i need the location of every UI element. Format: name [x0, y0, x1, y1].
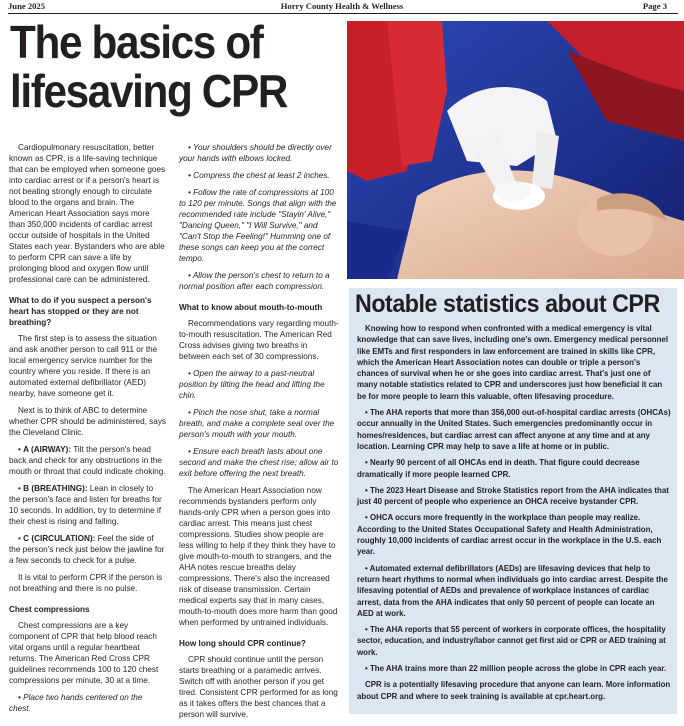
bullet-return-text: Allow the person's chest to return to a normal position after each compression. — [179, 271, 330, 291]
headline-line-2: lifesaving CPR — [10, 65, 288, 117]
bullet-rate: • Follow the rate of compressions at 100 to 120 per minute. Songs that align with the recommended rate include "Stayin' Alive," "Dancing Queen," "I Will Survive," and "Can't Stop the Feeling!" Humming one of these songs can keep you at the correct tempo. — [179, 188, 337, 263]
statistic-3-text: The 2023 Heart Disease and Stroke Statistics report from the AHA indicates that just 40 percent of people who experience an OHCA receive bystander CPR. — [357, 485, 669, 507]
bullet-breath: • Ensure each breath lasts about one second and make the chest rise; allow air to exit before offering the next breath. — [179, 447, 339, 478]
bullet-pinch: • Pinch the nose shut, take a normal breath, and make a complete seal over the person's mouth with your mouth. — [179, 408, 335, 439]
publication-title: Horry County Health & Wellness — [280, 1, 404, 11]
compressions-paragraph: Chest compressions are a key component of CPR that help blood reach vital organs until a regular heartbeat returns. The American Red Cross CPR guidelines recommends 100 to 120 chest compressions per minute, 30 at a time. — [9, 621, 159, 685]
bullet-return: • Allow the person's chest to return to a normal position after each compression. — [179, 271, 330, 291]
duration-paragraph: CPR should continue until the person starts breathing or a paramedic arrives. Switch off with another person if you get tired. Consistent CPR performed for as long as it takes offers the best chances that a person will survive. — [179, 655, 338, 719]
header-rule — [8, 13, 678, 14]
statistic-item: • The AHA reports that more than 356,000 out-of-hospital cardiac arrests (OHCAs) occur annually in the United States. Such emergencies predominantly occur in homes/residences, but cardiac arrest can affect anyone at any time and at any location. Learning CPR may help to save a life at home or in public. — [357, 408, 671, 451]
statistics-intro: Knowing how to respond when confronted with a medical emergency is vital knowledge that can save lives, including one's own. Emergency medical personnel like EMTs and first responders in law enforcement are trained in skills like CPR, which the American Heart Association notes can double or triple a person's chances of survival when he or she goes into cardiac arrest. That's just one of many notable statistics related to CPR and underscores just how beneficial it can be for more people to learn this valuable, often lifesaving procedure. — [357, 324, 669, 401]
abc-airway-text: Tilt the person's head back and check for any obstructions in the mouth or throat that could indicate choking. — [9, 445, 166, 476]
statistic-2-text: Nearly 90 percent of all OHCAs end in death. That figure could decrease dramatically if more people learned CPR. — [357, 458, 640, 479]
bullet-compress: • Compress the chest at least 2 inches. — [188, 171, 330, 180]
cpr-photo-illustration — [347, 21, 684, 279]
suspect-paragraph-2: Next is to think of ABC to determine whether CPR should be administered, says the Cleveland Clinic. — [9, 406, 167, 437]
statistic-6-text: The AHA reports that 55 percent of workers in corporate offices, the hospitality sector, education, and industry/labor cannot get first aid or CPR or AED training at work. — [357, 625, 666, 657]
statistics-closing: CPR is a potentially lifesaving procedure that anyone can learn. More information about CPR and where to seek training is available at cpr.heart.org. — [357, 680, 671, 701]
statistic-item: • The AHA trains more than 22 million people across the globe in CPR each year. — [365, 664, 667, 674]
statistic-item: • Automated external defibrillators (AEDs) are lifesaving devices that help to return heart rhythms to normal when individuals go into cardiac arrest. Despite the lifesaving potential of AEDs and prevalence of workplace instances of cardiac arrest, data from the AHA indicates that only 50 percent of people can locate an AED at work. — [357, 563, 668, 618]
abc-airway: • A (AIRWAY): Tilt the person's head back and check for any obstructions in the mouth or throat that could indicate choking. — [9, 445, 166, 476]
headline-line-1: The basics of — [10, 16, 263, 68]
bullet-airway-text: Open the airway to a past-neutral position by tilting the head and lifting the chin. — [179, 369, 325, 400]
statistic-item: • The AHA reports that 55 percent of workers in corporate offices, the hospitality sector, education, and industry/labor cannot get first aid or CPR or AED training at work. — [357, 625, 666, 657]
statistic-item: • Nearly 90 percent of all OHCAs end in death. That figure could decrease dramatically if more people learned CPR. — [357, 458, 640, 479]
statistic-5-text: Automated external defibrillators (AEDs) are lifesaving devices that help to return heart rhythms to normal when individuals go into cardiac arrest. Despite the lifesaving potential of AEDs and prevalence of workplace instances of cardiac arrest, data from the AHA indicates that only 50 percent of people can locate an AED at work. — [357, 563, 668, 618]
suspect-paragraph-1: The first step is to assess the situation and ask another person to call 911 or the local emergency service number for the country where you reside. If there is an automated external defibrillator (AED) nearby, have someone get it. — [9, 334, 158, 398]
abc-breathing-text: Lean in closely to the person's face and listen for breaths for 10 seconds. In addition, try to determine if their chest is rising and falling. — [9, 484, 162, 526]
bullet-compress-text: Compress the chest at least 2 inches. — [193, 171, 330, 180]
bullet-hands: • Place two hands centered on the chest. — [9, 693, 143, 713]
bullet-rate-text: Follow the rate of compressions at 100 to 120 per minute. Songs that align with the recommended rate include "Stayin' Alive," "Dancing Queen," "I Will Survive," and "Can't Stop the Feeling!" Humming one of these songs can keep you at the correct tempo. — [179, 188, 337, 263]
issue-date: June 2025 — [8, 1, 46, 11]
suspect-heading: What to do if you suspect a person's heart has stopped or they are not breathing? — [9, 296, 152, 327]
statistic-item: • OHCA occurs more frequently in the workplace than people may realize. According to the United States Occupational Safety and Health Administration, roughly 10,000 incidents of cardiac arrest occur in the workplace in the U.S. each year. — [357, 513, 662, 557]
page-number: Page 3 — [642, 1, 667, 11]
mouth-heading: What to know about mouth-to-mouth — [179, 303, 323, 312]
statistic-4-text: OHCA occurs more frequently in the workplace than people may realize. According to the United States Occupational Safety and Health Administration, roughly 10,000 incidents of cardiac arrest occur in the workplace in the U.S. each year. — [357, 513, 662, 557]
abc-note: It is vital to perform CPR if the person is not breathing and there is no pulse. — [9, 573, 163, 593]
page-header — [0, 0, 684, 14]
abc-airway-label: A (AIRWAY): — [23, 445, 72, 454]
abc-breathing: • B (BREATHING): Lean in closely to the person's face and listen for breaths for 10 seconds. In addition, try to determine if their chest is rising and falling. — [9, 484, 162, 526]
cpr-photo — [347, 21, 684, 279]
headline — [10, 18, 314, 116]
statistics-sidebar — [349, 288, 677, 714]
duration-heading: How long should CPR continue? — [179, 639, 306, 648]
statistics-body — [357, 323, 673, 707]
mouth-paragraph-2: The American Heart Association now recommends bystanders perform only hands-only CPR when a person goes into cardiac arrest. This means just chest compressions. Studies show people are less willing to help if they think they have to give mouth-to-mouth to strangers, and the AHA notes rescue breaths delay compressions. There's also the increased risk of disease transmission. Certain medical experts say that in many cases, mouth-to-mouth does more harm than good when performed by untrained individuals. — [179, 486, 338, 627]
statistics-title: Notable statistics about CPR — [355, 290, 660, 318]
statistic-item: • The 2023 Heart Disease and Stroke Statistics report from the AHA indicates that just 40 percent of people who experience an OHCA receive bystander CPR. — [357, 485, 669, 507]
bullet-shoulders-text: Your shoulders should be directly over your hands with elbows locked. — [179, 143, 332, 163]
statistic-1-text: The AHA reports that more than 356,000 out-of-hospital cardiac arrests (OHCAs) occur annually in the United States. Such emergencies predominantly occur in homes/residences, but cardiac arrest can affect anyone at any time and at any location. Learning CPR may help to save a life at home or in public. — [357, 408, 671, 451]
compressions-heading: Chest compressions — [9, 605, 90, 614]
article-column-1 — [9, 142, 166, 720]
abc-circulation-label: C (CIRCULATION): — [23, 534, 96, 543]
bullet-pinch-text: Pinch the nose shut, take a normal breath, and make a complete seal over the person's mouth with your mouth. — [179, 408, 335, 439]
abc-circulation: • C (CIRCULATION): Feel the side of the person's neck just below the jawline for a few seconds to check for a pulse. — [9, 534, 165, 565]
article-column-2 — [179, 142, 339, 726]
intro-paragraph: Cardiopulmonary resuscitation, better known as CPR, is a life-saving technique that can be employed when someone goes into cardiac arrest or if a person's heart is not beating strongly enough to circulate blood to the organs and brain. The American Heart Association says more than 350,000 incidents of cardiac arrest occur outside of hospitals in the United States each year. Bystanders who are able to perform CPR can save a life by prolonging blood and oxygen flow until professional care can be administered. — [9, 143, 166, 284]
bullet-shoulders: • Your shoulders should be directly over your hands with elbows locked. — [179, 143, 332, 163]
bullet-hands-text: Place two hands centered on the chest. — [9, 693, 143, 713]
bullet-breath-text: Ensure each breath lasts about one second and make the chest rise; allow air to exit before offering the next breath. — [179, 447, 339, 478]
bullet-airway: • Open the airway to a past-neutral position by tilting the head and lifting the chin. — [179, 369, 325, 400]
abc-breathing-label: B (BREATHING): — [23, 484, 88, 493]
mouth-paragraph-1: Recommendations vary regarding mouth-to-mouth resuscitation. The American Red Cross advises giving two breaths in between each set of 30 compressions. — [179, 319, 339, 361]
abc-circulation-text: Feel the side of the person's neck just below the jawline for a few seconds to check for a pulse. — [9, 534, 165, 565]
statistic-7-text: The AHA trains more than 22 million people across the globe in CPR each year. — [369, 664, 667, 674]
